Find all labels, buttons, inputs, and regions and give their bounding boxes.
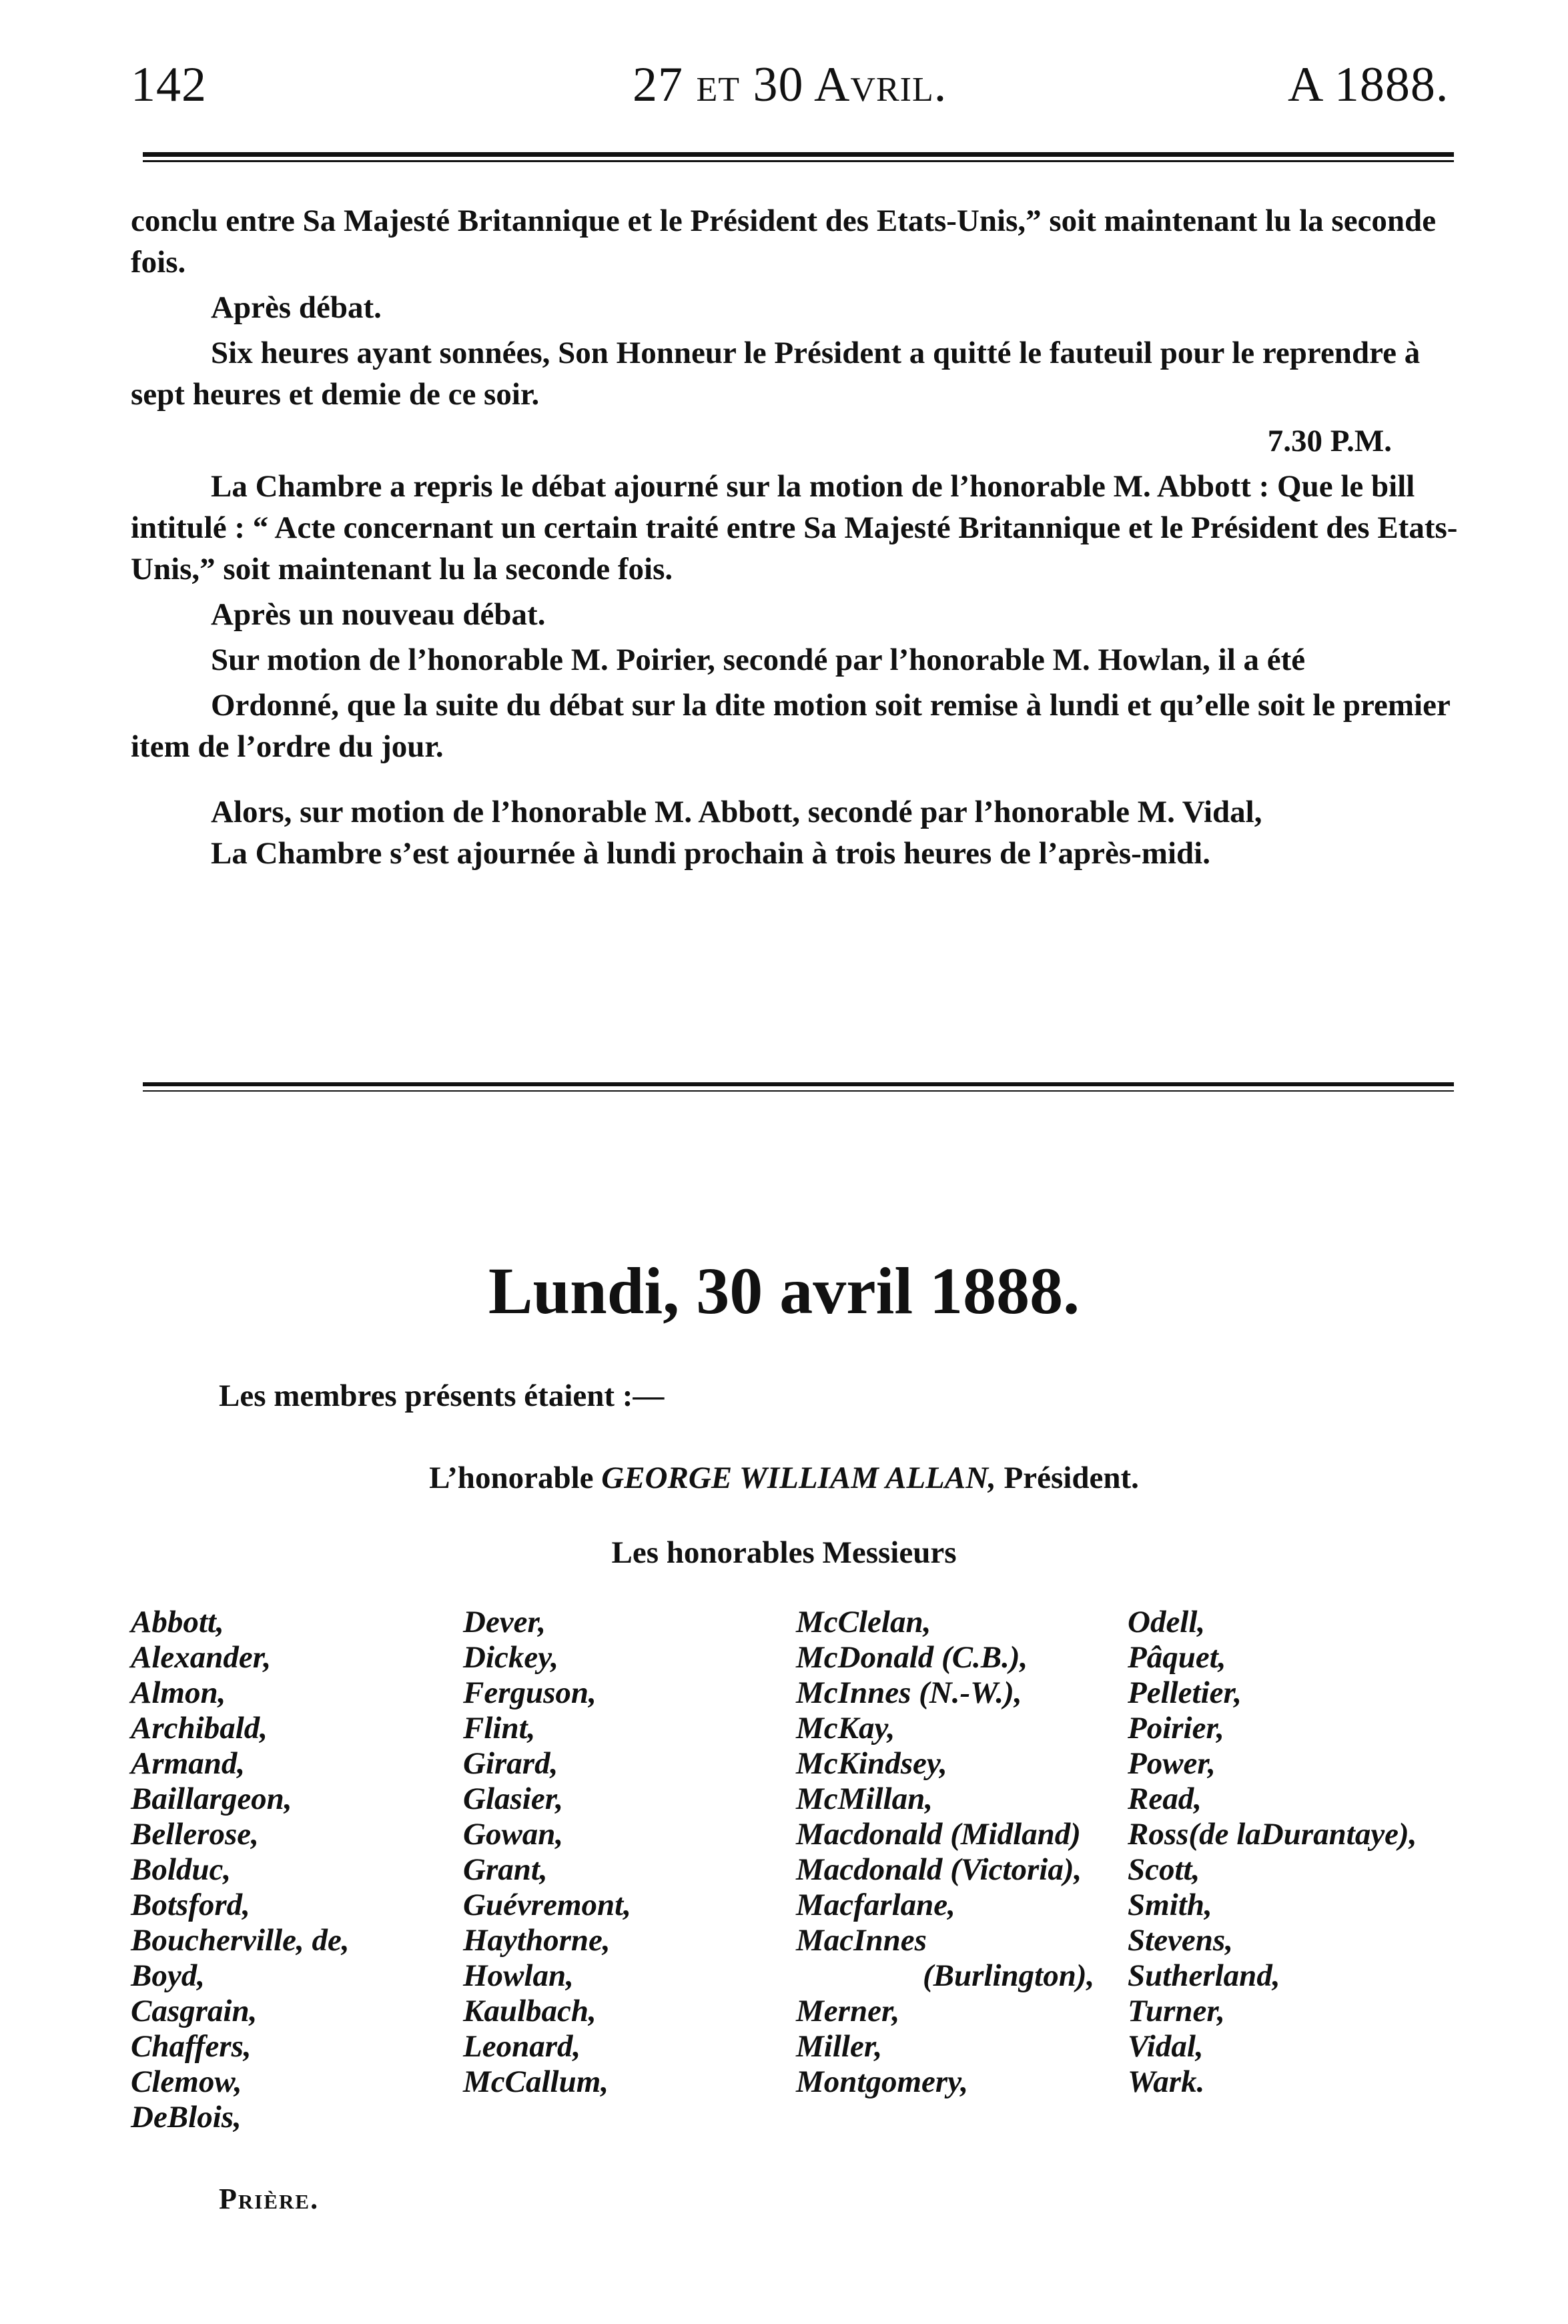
member-name: McMillan, (796, 1782, 933, 1816)
member-name: DeBlois, (131, 2100, 242, 2135)
member-name: Haythorne, (463, 1923, 611, 1958)
members-intro: Les membres présents étaient :— (219, 1379, 665, 1413)
member-name: Pâquet, (1128, 1640, 1226, 1675)
member-name: Merner, (796, 1994, 900, 2028)
member-name: Alexander, (131, 1640, 272, 1675)
member-name: Vidal, (1128, 2029, 1204, 2064)
president-line (0, 1460, 1568, 1496)
member-name: Archibald, (131, 1711, 268, 1746)
member-name: Boyd, (131, 1958, 205, 1993)
messieurs-heading: Les honorables Messieurs (611, 1535, 957, 1570)
member-name: Power, (1128, 1746, 1216, 1781)
member-name: Armand, (131, 1746, 246, 1781)
member-name: (Burlington), (923, 1958, 1095, 1993)
header-rule-thick (143, 152, 1454, 157)
member-name: Casgrain, (131, 1994, 258, 2028)
paragraph-nouveau-debat: Après un nouveau débat. (211, 597, 546, 632)
member-name: McDonald (C.B.), (796, 1640, 1028, 1675)
sitting-date-heading: Lundi, 30 avril 1888. (488, 1254, 1080, 1328)
running-year: A 1888. (1288, 57, 1449, 112)
paragraph-sur-motion: Sur motion de l’honorable M. Poirier, secondé par l’honorable M. Howlan, il a été (211, 643, 1306, 677)
member-name: Kaulbach, (463, 1994, 597, 2028)
member-name: Guévremont, (463, 1888, 631, 1922)
member-name: McClelan, (796, 1605, 931, 1639)
president-name: GEORGE WILLIAM ALLAN, (601, 1461, 996, 1495)
member-name: McKay, (796, 1711, 895, 1746)
page-number: 142 (131, 57, 207, 112)
member-name: Grant, (463, 1852, 548, 1887)
paragraph-alors: Alors, sur motion de l’honorable M. Abbott, secondé par l’honorable M. Vidal, (211, 795, 1262, 829)
member-name: Leonard, (463, 2029, 581, 2064)
member-name: Macdonald (Victoria), (796, 1852, 1082, 1887)
member-name: Abbott, (131, 1605, 224, 1639)
paragraph-ajournee: La Chambre s’est ajournée à lundi prochain à trois heures de l’après-midi. (211, 836, 1210, 871)
header-rule-thin (143, 160, 1454, 162)
members-column-3 (796, 1605, 1094, 2100)
member-name: Bellerose, (131, 1817, 259, 1852)
president-prefix: L’honorable (429, 1461, 594, 1495)
member-name: McCallum, (463, 2064, 609, 2099)
members-column-2 (463, 1605, 631, 2100)
member-name: Baillargeon, (131, 1782, 292, 1816)
member-name: Boucherville, de, (131, 1923, 350, 1958)
member-name: Glasier, (463, 1782, 564, 1816)
paragraph-chambre-repris: La Chambre a repris le débat ajourné sur la motion de l’honorable M. Abbott : Que le bill intitulé : “ Acte concernant un certain traité entre Sa Majesté Britannique et le Président des Etats-Unis,” soit maintenant lu la seconde fois. (131, 469, 1458, 587)
member-name: Sutherland, (1128, 1958, 1280, 1993)
member-name: McInnes (N.-W.), (796, 1675, 1022, 1710)
members-column-4 (1128, 1605, 1417, 2100)
paragraph-six-heures: Six heures ayant sonnées, Son Honneur le Président a quitté le fauteuil pour le reprendre à sept heures et demie de ce soir. (131, 336, 1421, 412)
member-name: Scott, (1128, 1852, 1200, 1887)
member-name: Odell, (1128, 1605, 1206, 1639)
member-name: Ferguson, (463, 1675, 597, 1710)
paragraph-conclu: conclu entre Sa Majesté Britannique et le Président des Etats-Unis,” soit maintenant lu la seconde fois. (131, 204, 1437, 280)
member-name: Bolduc, (131, 1852, 232, 1887)
member-name: Botsford, (131, 1888, 250, 1922)
member-name: Dickey, (463, 1640, 559, 1675)
member-name: Flint, (463, 1711, 536, 1746)
member-name: Pelletier, (1128, 1675, 1242, 1710)
member-name: Read, (1128, 1782, 1202, 1816)
member-name: Girard, (463, 1746, 558, 1781)
section-rule-thin (143, 1090, 1454, 1092)
member-name: McKindsey, (796, 1746, 947, 1781)
section-rule-thick (143, 1082, 1454, 1086)
member-name: Macdonald (Midland) (796, 1817, 1081, 1852)
paragraph-apres-debat: Après débat. (211, 290, 382, 325)
member-name: Poirier, (1128, 1711, 1224, 1746)
member-name: Miller, (796, 2029, 883, 2064)
member-name: Clemow, (131, 2064, 242, 2099)
priere-heading: Prière. (219, 2183, 320, 2215)
member-name: Turner, (1128, 1994, 1225, 2028)
members-column-1 (131, 1605, 350, 2135)
member-name: Dever, (463, 1605, 546, 1639)
proceedings-text (131, 200, 1459, 874)
member-name: Montgomery, (796, 2064, 969, 2099)
member-name: Almon, (131, 1675, 226, 1710)
president-suffix: Président. (1004, 1461, 1139, 1495)
member-name: Howlan, (463, 1958, 574, 1993)
member-name: Smith, (1128, 1888, 1212, 1922)
member-name: Ross(de laDurantaye), (1128, 1817, 1417, 1852)
paragraph-ordonne: Ordonné, que la suite du débat sur la dite motion soit remise à lundi et qu’elle soit le premier item de l’ordre du jour. (131, 688, 1450, 764)
member-name: Wark. (1128, 2064, 1205, 2099)
running-title: 27 et 30 Avril. (633, 57, 947, 112)
member-name: Chaffers, (131, 2029, 252, 2064)
member-name: Gowan, (463, 1817, 564, 1852)
member-name: Macfarlane, (796, 1888, 955, 1922)
member-name: Stevens, (1128, 1923, 1233, 1958)
member-name: MacInnes (796, 1923, 927, 1958)
time-marker: 7.30 P.M. (1267, 424, 1392, 458)
